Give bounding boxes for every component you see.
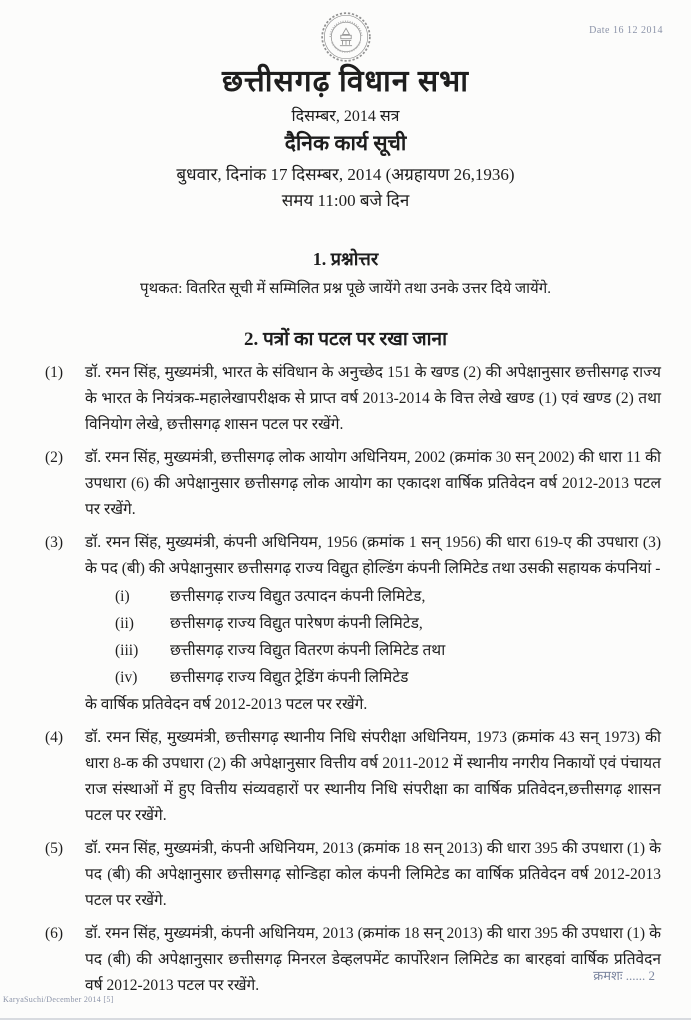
item-text: डॉ. रमन सिंह, मुख्यमंत्री, कंपनी अधिनियम, 2013 (क्रमांक 18 सन् 2013) की धारा 395 की उपधारा (1) के पद (बी) की अपेक्षानुसार छत्तीसगढ़ मिनरल डेव्हलपमेंट कार्पोरेशन लिमिटेड का बारहवां वार्षिक प्रतिवेदन वर्ष 2012-2013 पटल पर रखेंगे. xyxy=(85,925,661,994)
item-text-main: डॉ. रमन सिंह, मुख्यमंत्री, कंपनी अधिनियम, 1956 (क्रमांक 1 सन् 1956) की धारा 619-ए की उपधारा (3) के पद (बी) की अपेक्षानुसार छत्तीसगढ़ राज्य विद्युत होल्डिंग कंपनी लिमिटेड तथा उसकी सहायक कंपनियां - xyxy=(85,534,661,577)
list-item-2 xyxy=(45,445,661,523)
time-line: समय 11:00 बजे दिन xyxy=(281,191,410,210)
document-reference: KaryaSuchi/December 2014 [5] xyxy=(3,995,114,1004)
list-item-6 xyxy=(45,921,661,999)
sub-item-i xyxy=(85,583,661,610)
sub-item-number: (iii) xyxy=(115,642,139,659)
item-text: डॉ. रमन सिंह, मुख्यमंत्री, भारत के संविधान के अनुच्छेद 151 के खण्ड (2) की अपेक्षानुसार छत्तीसगढ़ राज्य के भारत के नियंत्रक-महालेखापरीक्षक से प्राप्त वर्ष 2013-2014 के वित्त लेखे खण्ड (1) एवं खण्ड (2) तथा विनियोग लेखे, छत्तीसगढ़ शासन पटल पर रखेंगे. xyxy=(85,364,661,433)
item-number: (2) xyxy=(45,449,64,466)
sub-item-text: छत्तीसगढ़ राज्य विद्युत पारेषण कंपनी लिमिटेड, xyxy=(170,615,423,632)
list-item-1 xyxy=(45,360,661,438)
page-title: छत्तीसगढ़ विधान सभा xyxy=(221,65,470,98)
sub-item-number: (ii) xyxy=(115,615,134,632)
section-1-note: पृथकत: वितरित सूची में सम्मिलित प्रश्न पूछे जायेंगे तथा उनके उत्तर दिये जायेंगे. xyxy=(140,281,551,297)
item-text: डॉ. रमन सिंह, मुख्यमंत्री, छत्तीसगढ़ स्थानीय निधि संपरीक्षा अधिनियम, 1973 (क्रमांक 43 सन् 1973) की धारा 8-क की उपधारा (2) की अपेक्षानुसार वित्तीय वर्ष 2011-2012 में स्थानीय नगरीय निकायों एवं पंचायत राज संस्थाओं में हुए वित्तीय संव्यवहारों पर स्थानीय निधि संपरीक्षा का वार्षिक प्रतिवेदन,छत्तीसगढ़ शासन पटल पर रखेंगे. xyxy=(85,729,661,824)
item-text xyxy=(85,530,661,718)
doc-type-title: दैनिक कार्य सूची xyxy=(284,131,407,155)
continuation-marker: क्रमशः ...... 2 xyxy=(593,968,655,983)
list-item-5 xyxy=(45,836,661,914)
item-text-tail: के वार्षिक प्रतिवेदन वर्ष 2012-2013 पटल पर रखेंगे. xyxy=(85,696,368,713)
item-text: डॉ. रमन सिंह, मुख्यमंत्री, छत्तीसगढ़ लोक आयोग अधिनियम, 2002 (क्रमांक 30 सन् 2002) की धारा 11 की उपधारा (6) की अपेक्षानुसार छत्तीसगढ़ लोक आयोग का एकादश वार्षिक प्रतिवेदन वर्ष 2012-2013 पटल पर रखेंगे. xyxy=(85,449,661,518)
list-item-3 xyxy=(45,530,661,718)
sub-item-text: छत्तीसगढ़ राज्य विद्युत ट्रेडिंग कंपनी लिमिटेड xyxy=(170,669,409,686)
sub-item-number: (i) xyxy=(115,588,130,605)
item-number: (4) xyxy=(45,729,64,746)
subsidiary-companies-list xyxy=(85,583,661,691)
session-line: दिसम्बर, 2014 सत्र xyxy=(291,108,400,125)
item-number: (1) xyxy=(45,364,64,381)
papers-list xyxy=(0,360,691,999)
sub-item-text: छत्तीसगढ़ राज्य विद्युत वितरण कंपनी लिमिटेड तथा xyxy=(170,642,446,659)
item-number: (5) xyxy=(45,840,64,857)
item-number: (6) xyxy=(45,925,64,942)
sub-item-number: (iv) xyxy=(115,669,138,686)
sub-item-iii xyxy=(85,637,661,664)
section-2-heading: 2. पत्रों का पटल पर रखा जाना xyxy=(244,329,447,350)
date-line: बुधवार, दिनांक 17 दिसम्बर, 2014 (अग्रहायण 26,1936) xyxy=(176,165,515,184)
section-1-heading: 1. प्रश्नोत्तर xyxy=(312,249,379,269)
assembly-seal-icon xyxy=(320,11,372,63)
document-header xyxy=(0,64,691,211)
item-number: (3) xyxy=(45,534,64,551)
date-stamp: Date 16 12 2014 xyxy=(589,25,663,36)
item-text: डॉ. रमन सिंह, मुख्यमंत्री, कंपनी अधिनियम, 2013 (क्रमांक 18 सन् 2013) की धारा 395 की उपधारा (1) के पद (बी) की अपेक्षानुसार छत्तीसगढ़ सोन्डिहा कोल कंपनी लिमिटेड का वार्षिक प्रतिवेदन वर्ष 2012-2013 पटल पर रखेंगे. xyxy=(85,840,661,909)
sub-item-ii xyxy=(85,610,661,637)
sub-item-iv xyxy=(85,664,661,691)
sub-item-text: छत्तीसगढ़ राज्य विद्युत उत्पादन कंपनी लिमिटेड, xyxy=(170,588,426,605)
list-item-4 xyxy=(45,725,661,829)
